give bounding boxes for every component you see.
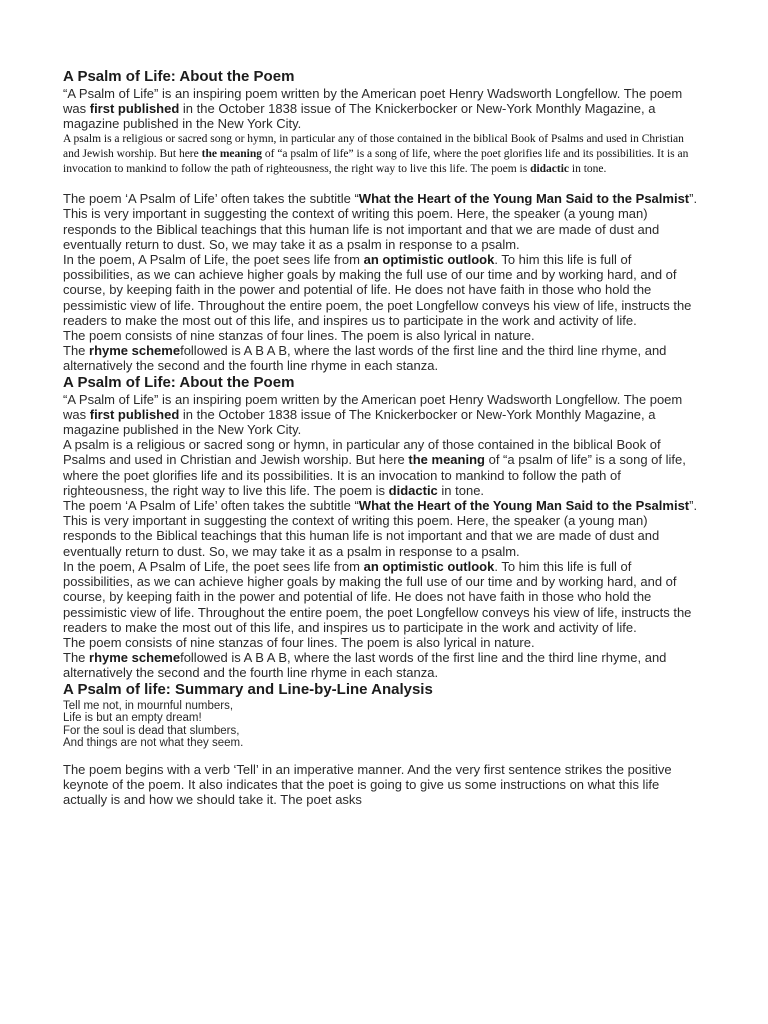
poem-line: For the soul is dead that slumbers, [63, 724, 240, 737]
section-heading: A Psalm of life: Summary and Line-by-Line Analysis [63, 680, 433, 698]
poem-line: And things are not what they seem. [63, 737, 244, 750]
paragraph-intro: “A Psalm of Life” is an inspiring poem written by the American poet Henry Wadsworth Longfellow. The poem was first published in the October 1838 issue of The Knickerbocker or New-York Monthly Magazine, a magazine published in the New York City. [63, 391, 683, 438]
section-heading: A Psalm of Life: About the Poem [63, 68, 295, 85]
paragraph-psalm-definition: A psalm is a religious or sacred song or hymn, in particular any of those contained in the biblical Book of Psalms and used in Christian and Jewish worship. But here the meaning of “a psalm of life” is a song of life, where the poet glorifies life and its possibilities. It is an invocation to mankind to follow the path of righteousness, the right way to live this life. The poem is didactic in tone. [63, 437, 686, 498]
section-heading: A Psalm of Life: About the Poem [63, 373, 295, 391]
paragraph-stanzas: The poem consists of nine stanzas of four lines. The poem is also lyrical in nature. [63, 634, 535, 650]
poem-line: Life is but an empty dream! [63, 712, 202, 725]
paragraph-stanzas: The poem consists of nine stanzas of four lines. The poem is also lyrical in nature. [63, 328, 535, 344]
paragraph-rhyme-scheme: The rhyme schemefollowed is A B A B, where the last words of the first line and the third line rhyme, and alternatively the second and the fourth line rhyme in each stanza. [63, 650, 667, 681]
paragraph-outlook: In the poem, A Psalm of Life, the poet sees life from an optimistic outlook. To him this life is full of possibilities, as we can achieve higher goals by making the full use of our time and by working hard, and of course, by keeping faith in the power and potential of life. He does not have faith in those who hold the pessimistic view of life. Throughout the entire poem, the poet Longfellow conveys his view of life, instructs the readers to make the most out of this life, and inspires us to participate in the work and activity of life. [63, 252, 692, 328]
paragraph-intro: “A Psalm of Life” is an inspiring poem written by the American poet Henry Wadsworth Longfellow. The poem was first published in the October 1838 issue of The Knickerbocker or New-York Monthly Magazine, a magazine published in the New York City. [63, 86, 683, 132]
paragraph-rhyme-scheme: The rhyme schemefollowed is A B A B, where the last words of the first line and the third line rhyme, and alternatively the second and the fourth line rhyme in each stanza. [63, 343, 667, 374]
poem-line: Tell me not, in mournful numbers, [63, 699, 234, 712]
paragraph-subtitle: The poem ‘A Psalm of Life’ often takes the subtitle “What the Heart of the Young Man Said to the Psalmist”. This is very important in suggesting the context of writing this poem. Here, the speaker (a young man) responds to the Biblical teachings that this human life is not important and that we are made of dust and eventually return to dust. So, we may take it as a psalm in response to a psalm. [63, 191, 698, 252]
document-page [63, 68, 703, 807]
poem-stanza [63, 700, 703, 750]
paragraph-psalm-definition: A psalm is a religious or sacred song or hymn, in particular any of those contained in the biblical Book of Psalms and used in Christian and Jewish worship. But here the meaning of “a psalm of life” is a song of life, where the poet glorifies life and its possibilities. It is an invocation to mankind to follow the path of righteousness, the right way to live this life. The poem is didactic in tone. [63, 132, 689, 176]
paragraph-analysis: The poem begins with a verb ‘Tell’ in an imperative manner. And the very first sentence strikes the positive keynote of the poem. It also indicates that the poet is going to give us some instructions on what this life actually is and how we should take it. The poet asks [63, 761, 672, 807]
paragraph-subtitle: The poem ‘A Psalm of Life’ often takes the subtitle “What the Heart of the Young Man Said to the Psalmist”. This is very important in suggesting the context of writing this poem. Here, the speaker (a young man) responds to the Biblical teachings that this human life is not important and that we are made of dust and eventually return to dust. So, we may take it as a psalm in response to a psalm. [63, 498, 698, 559]
paragraph-outlook: In the poem, A Psalm of Life, the poet sees life from an optimistic outlook. To him this life is full of possibilities, as we can achieve higher goals by making the full use of our time and by working hard, and of course, by keeping faith in the power and potential of life. He does not have faith in those who hold the pessimistic view of life. Throughout the entire poem, the poet Longfellow conveys his view of life, instructs the readers to make the most out of this life, and inspires us to participate in the work and activity of life. [63, 558, 692, 635]
